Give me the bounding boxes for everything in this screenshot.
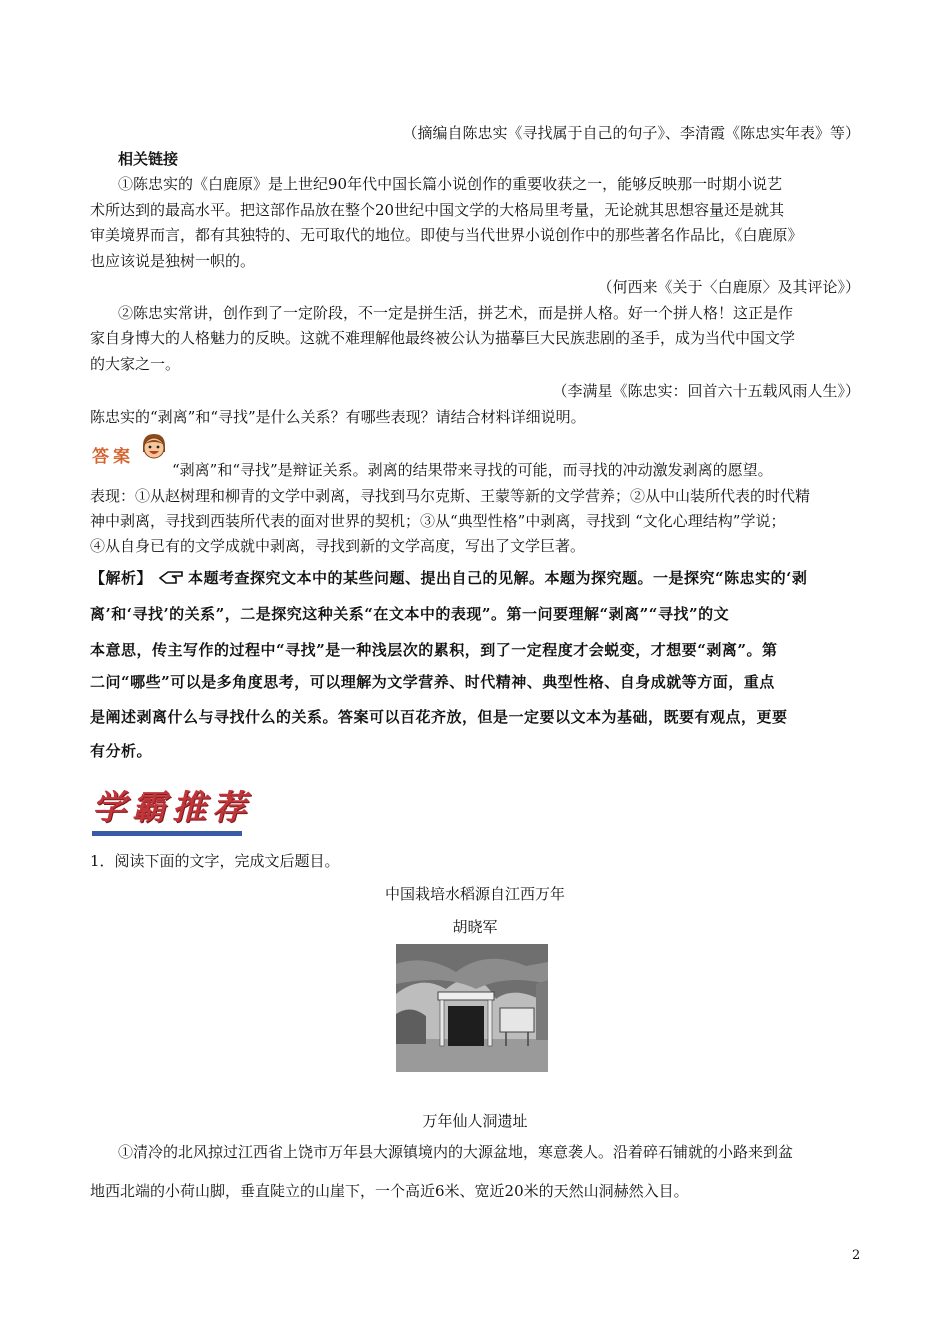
page-number: 2 <box>852 1248 861 1263</box>
analysis-line: 二问“哪些”可以是多角度思考，可以理解为文学营养、时代精神、典型性格、自身成就等方面，重点 <box>90 673 775 691</box>
citation-2: （李满星《陈忠实：回首六十五载风雨人生》） <box>552 382 860 400</box>
analysis-line: 是阐述剥离什么与寻找什么的关系。答案可以百花齐放，但是一定要以文本为基础，既要有观点，更要 <box>90 708 788 726</box>
answer-line: ④从自身已有的文学成就中剥离，寻找到新的文学高度，写出了文学巨著。 <box>90 537 586 555</box>
para1-line: 也应该说是独树一帜的。 <box>90 252 256 270</box>
analysis-line: 离’和‘寻找’的关系”，二是探究这种关系“在文本中的表现”。第一问要理解“剥离”“寻找”的文 <box>90 605 730 623</box>
para1-line: 术所达到的最高水平。把这部作品放在整个20世纪中国文学的大格局里考量，无论就其思想容量还是就其 <box>90 201 785 219</box>
analysis-line: 本意思，传主写作的过程中“寻找”是一种浅层次的累积，到了一定程度才会蜕变，才想要“剥离”。第 <box>90 641 778 659</box>
analysis-line: 有分析。 <box>90 742 153 760</box>
article-para-line: 地西北端的小荷山脚，垂直陡立的山崖下，一个高近6米、宽近20米的天然山洞赫然入目。 <box>90 1182 689 1200</box>
pointing-hand-icon <box>158 569 184 587</box>
para2-line: ②陈忠实常讲，创作到了一定阶段，不一定是拼生活，拼艺术，而是拼人格。好一个拼人格！这正是作 <box>118 304 794 322</box>
para1-line: 审美境界而言，都有其独特的、无可取代的地位。即使与当代世界小说创作中的那些著名作品比，《白鹿原》 <box>90 226 803 244</box>
banner-text: 学霸推荐 <box>92 788 252 828</box>
para2-line: 的大家之一。 <box>90 355 181 373</box>
para2-line: 家自身博大的人格魅力的反映。这就不难理解他最终被公认为描摹巨大民族悲剧的圣手，成为当代中国文学 <box>90 329 796 347</box>
answer-line: 表现：①从赵树理和柳青的文学中剥离，寻找到马尔克斯、王蒙等新的文学营养；②从中山装所代表的时代精 <box>90 487 811 505</box>
smiley-face-icon <box>140 432 168 462</box>
citation-1: （何西来《关于〈白鹿原〉及其评论》） <box>597 278 860 296</box>
para1-line: ①陈忠实的《白鹿原》是上世纪90年代中国长篇小说创作的重要收获之一，能够反映那一时期小说艺 <box>118 175 783 193</box>
answer-line: 神中剥离，寻找到西装所代表的面对世界的契机；③从“典型性格”中剥离，寻找到 “文化心理结构”学说； <box>90 512 786 530</box>
answer-label: 答案 <box>92 447 134 467</box>
article-author: 胡晓军 <box>452 918 498 936</box>
analysis-label: 【解析】 <box>90 569 153 587</box>
question-text: 陈忠实的“剥离”和“寻找”是什么关系？有哪些表现？请结合材料详细说明。 <box>90 408 586 426</box>
source-citation: （摘编自陈忠实《寻找属于自己的句子》、李清霞《陈忠实年表》等） <box>402 124 860 142</box>
article-para-line: ①清冷的北风掠过江西省上饶市万年县大源镇境内的大源盆地，寒意袭人。沿着碎石铺就的小路来到盆 <box>118 1143 794 1161</box>
answer-line: “剥离”和“寻找”是辩证关系。剥离的结果带来寻找的可能，而寻找的冲动激发剥离的愿望。 <box>172 461 773 479</box>
question-1-intro: 1．阅读下面的文字，完成文后题目。 <box>90 852 340 870</box>
related-links-title: 相关链接 <box>118 150 179 168</box>
photo-caption: 万年仙人洞遗址 <box>422 1112 528 1130</box>
banner-underline <box>92 831 242 836</box>
cave-site-photo <box>396 944 548 1072</box>
analysis-line: 本题考查探究文本中的某些问题、提出自己的见解。本题为探究题。一是探究“陈忠实的‘剥 <box>188 569 808 587</box>
recommend-banner <box>92 780 252 836</box>
article-title: 中国栽培水稻源自江西万年 <box>384 885 565 903</box>
